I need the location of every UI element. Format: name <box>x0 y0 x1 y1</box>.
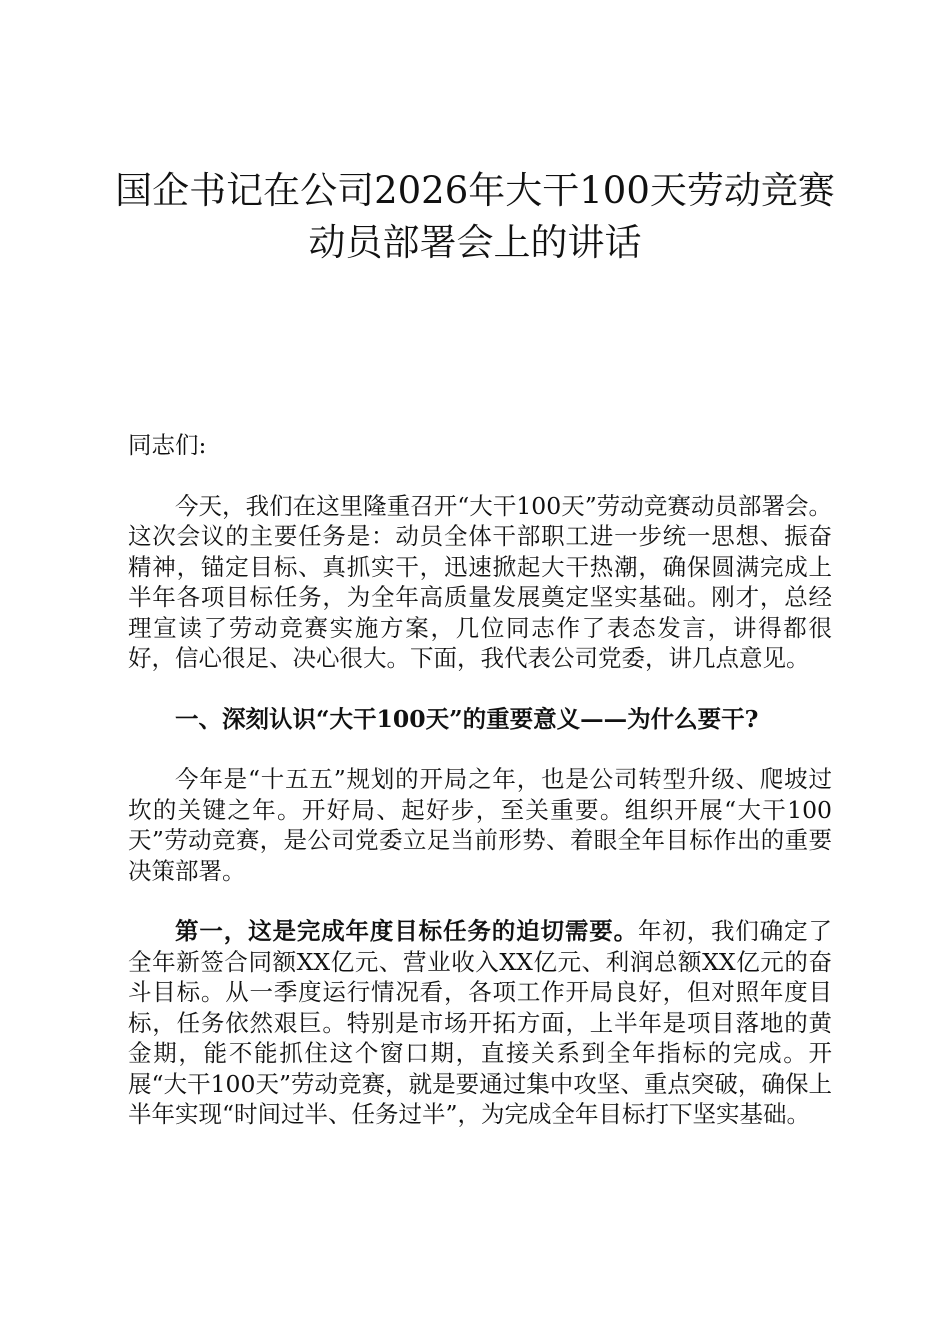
point-1-text: 年初，我们确定了全年新签合同额XX亿元、营业收入XX亿元、利润总额XX亿元的奋斗目标。从一季度运行情况看，各项工作开局良好，但对照年度目标，任务依然艰巨。特别是市场开拓方面，上半年是项目落地的黄金期，能不能抓住这个窗口期，直接关系到全年指标的完成。开展“大干100天”劳动竞赛，就是要通过集中攻坚、重点突破，确保上半年实现“时间过半、任务过半”，为完成全年目标打下坚实基础。 <box>128 917 833 1128</box>
document-body <box>128 430 832 1160</box>
document-title <box>100 165 850 269</box>
title-line-2: 动员部署会上的讲话 <box>308 221 642 264</box>
point-1-lead: 第一，这是完成年度目标任务的迫切需要。 <box>175 917 638 945</box>
section-1-intro-paragraph: 今年是“十五五”规划的开局之年，也是公司转型升级、爬坡过坎的关键之年。开好局、起好步，至关重要。组织开展“大干100天”劳动竞赛，是公司党委立足当前形势、着眼全年目标作出的重要决策部署。 <box>128 765 832 885</box>
section-heading-1: 一、深刻认识“大干100天”的重要意义——为什么要干? <box>175 704 759 733</box>
point-1-paragraph <box>128 916 832 1130</box>
title-line-1: 国企书记在公司2026年大干100天劳动竞赛 <box>115 169 835 212</box>
opening-paragraph: 今天，我们在这里隆重召开“大干100天”劳动竞赛动员部署会。这次会议的主要任务是：动员全体干部职工进一步统一思想、振奋精神，锚定目标、真抓实干，迅速掀起大干热潮，确保圆满完成上半年各项目标任务，为全年高质量发展奠定坚实基础。刚才，总经理宣读了劳动竞赛实施方案，几位同志作了表态发言，讲得都很好，信心很足、决心很大。下面，我代表公司党委，讲几点意见。 <box>128 491 832 672</box>
greeting: 同志们: <box>128 431 207 459</box>
